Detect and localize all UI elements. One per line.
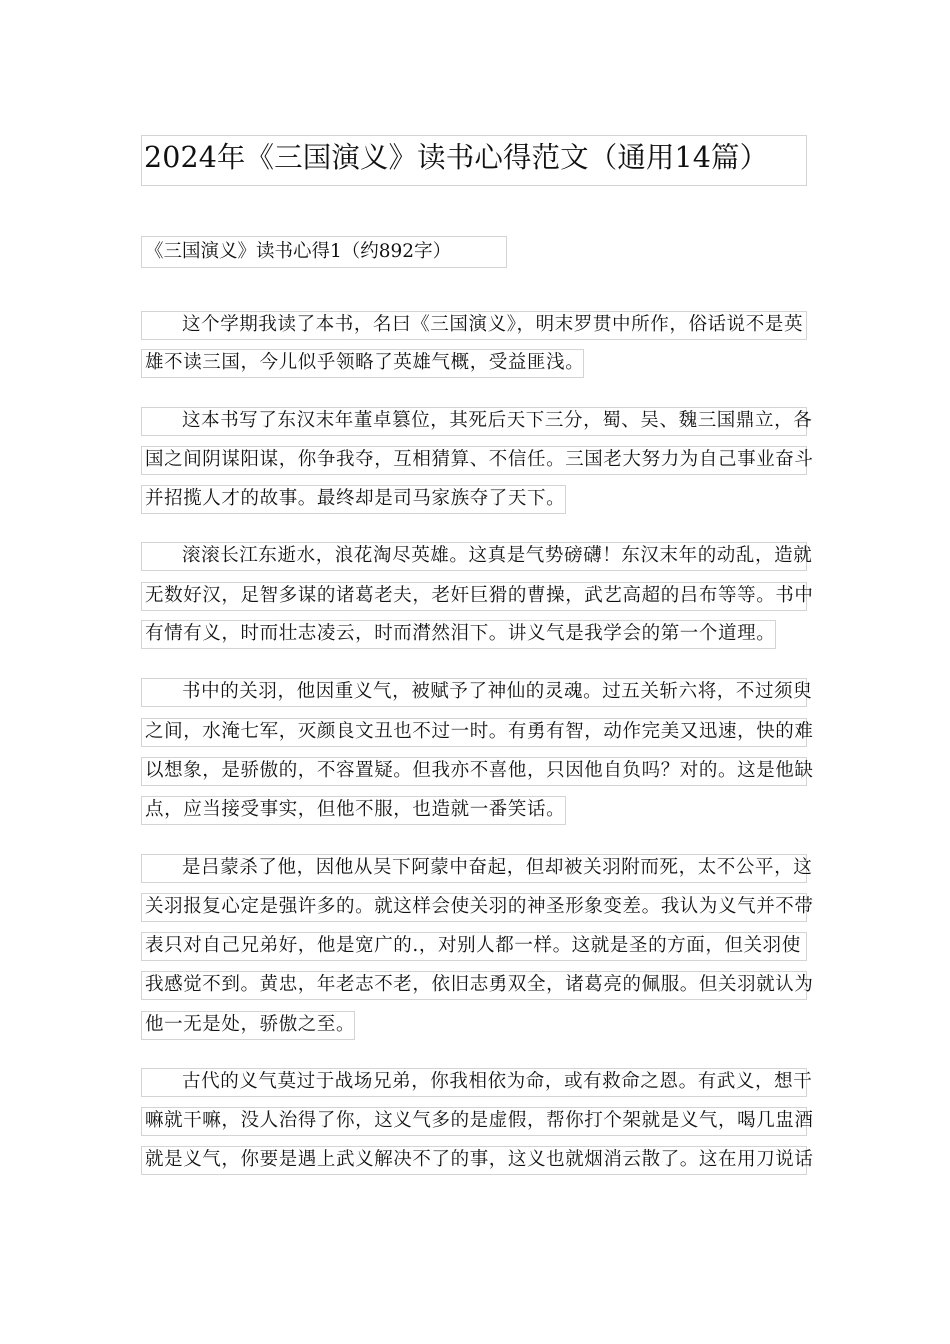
paragraph-line: 这本书写了东汉末年董卓篡位，其死后天下三分，蜀、吴、魏三国鼎立，各 [182, 410, 813, 431]
paragraph-line: 古代的义气莫过于战场兄弟，你我相依为命，或有救命之恩。有武义，想干 [182, 1071, 813, 1092]
paragraph-line: 表只对自己兄弟好，他是宽广的.，对别人都一样。这就是圣的方面，但关羽使 [145, 935, 801, 956]
paragraph-line: 这个学期我读了本书，名曰《三国演义》，明末罗贯中所作，俗话说不是英 [182, 314, 804, 335]
paragraph-line: 雄不读三国，今儿似乎领略了英雄气概，受益匪浅。 [145, 352, 585, 373]
paragraph-line: 我感觉不到。黄忠，年老志不老，依旧志勇双全，诸葛亮的佩服。但关羽就认为 [145, 974, 814, 995]
paragraph-line: 以想象，是骄傲的，不容置疑。但我亦不喜他，只因他自负吗？对的。这是他缺 [145, 760, 814, 781]
paragraph-line: 关羽报复心定是强许多的。就这样会使关羽的神圣形象变差。我认为义气并不带 [145, 896, 814, 917]
paragraph-line: 嘛就干嘛，没人治得了你，这义气多的是虚假，帮你打个架就是义气，喝几盅酒 [145, 1110, 814, 1131]
paragraph-line: 有情有义，时而壮志凌云，时而潸然泪下。讲义气是我学会的第一个道理。 [145, 623, 776, 644]
section-heading: 《三国演义》读书心得1（约892字） [145, 241, 452, 262]
paragraph-line: 并招揽人才的故事。最终却是司马家族夺了天下。 [145, 488, 566, 509]
document-title: 2024年《三国演义》读书心得范文（通用14篇） [144, 141, 769, 174]
paragraph-line: 国之间阴谋阳谋，你争我夺，互相猜算、不信任。三国老大努力为自己事业奋斗 [145, 449, 814, 470]
paragraph-line: 滚滚长江东逝水，浪花淘尽英雄。这真是气势磅礴！东汉末年的动乱，造就 [182, 545, 813, 566]
paragraph-line: 点，应当接受事实，但他不服，也造就一番笑话。 [145, 799, 566, 820]
paragraph-line: 无数好汉，足智多谋的诸葛老夫，老奸巨猾的曹操，武艺高超的吕布等等。书中 [145, 585, 814, 606]
paragraph-line: 之间，水淹七军，灭颜良文丑也不过一时。有勇有智，动作完美又迅速，快的难 [145, 721, 814, 742]
paragraph-line: 是吕蒙杀了他，因他从吴下阿蒙中奋起，但却被关羽附而死，太不公平，这 [182, 857, 813, 878]
paragraph-line: 他一无是处，骄傲之至。 [145, 1014, 356, 1035]
paragraph-line: 就是义气，你要是遇上武义解决不了的事，这义也就烟消云散了。这在用刀说话 [145, 1149, 814, 1170]
paragraph-line: 书中的关羽，他因重义气，被赋予了神仙的灵魂。过五关斩六将，不过须臾 [182, 681, 813, 702]
